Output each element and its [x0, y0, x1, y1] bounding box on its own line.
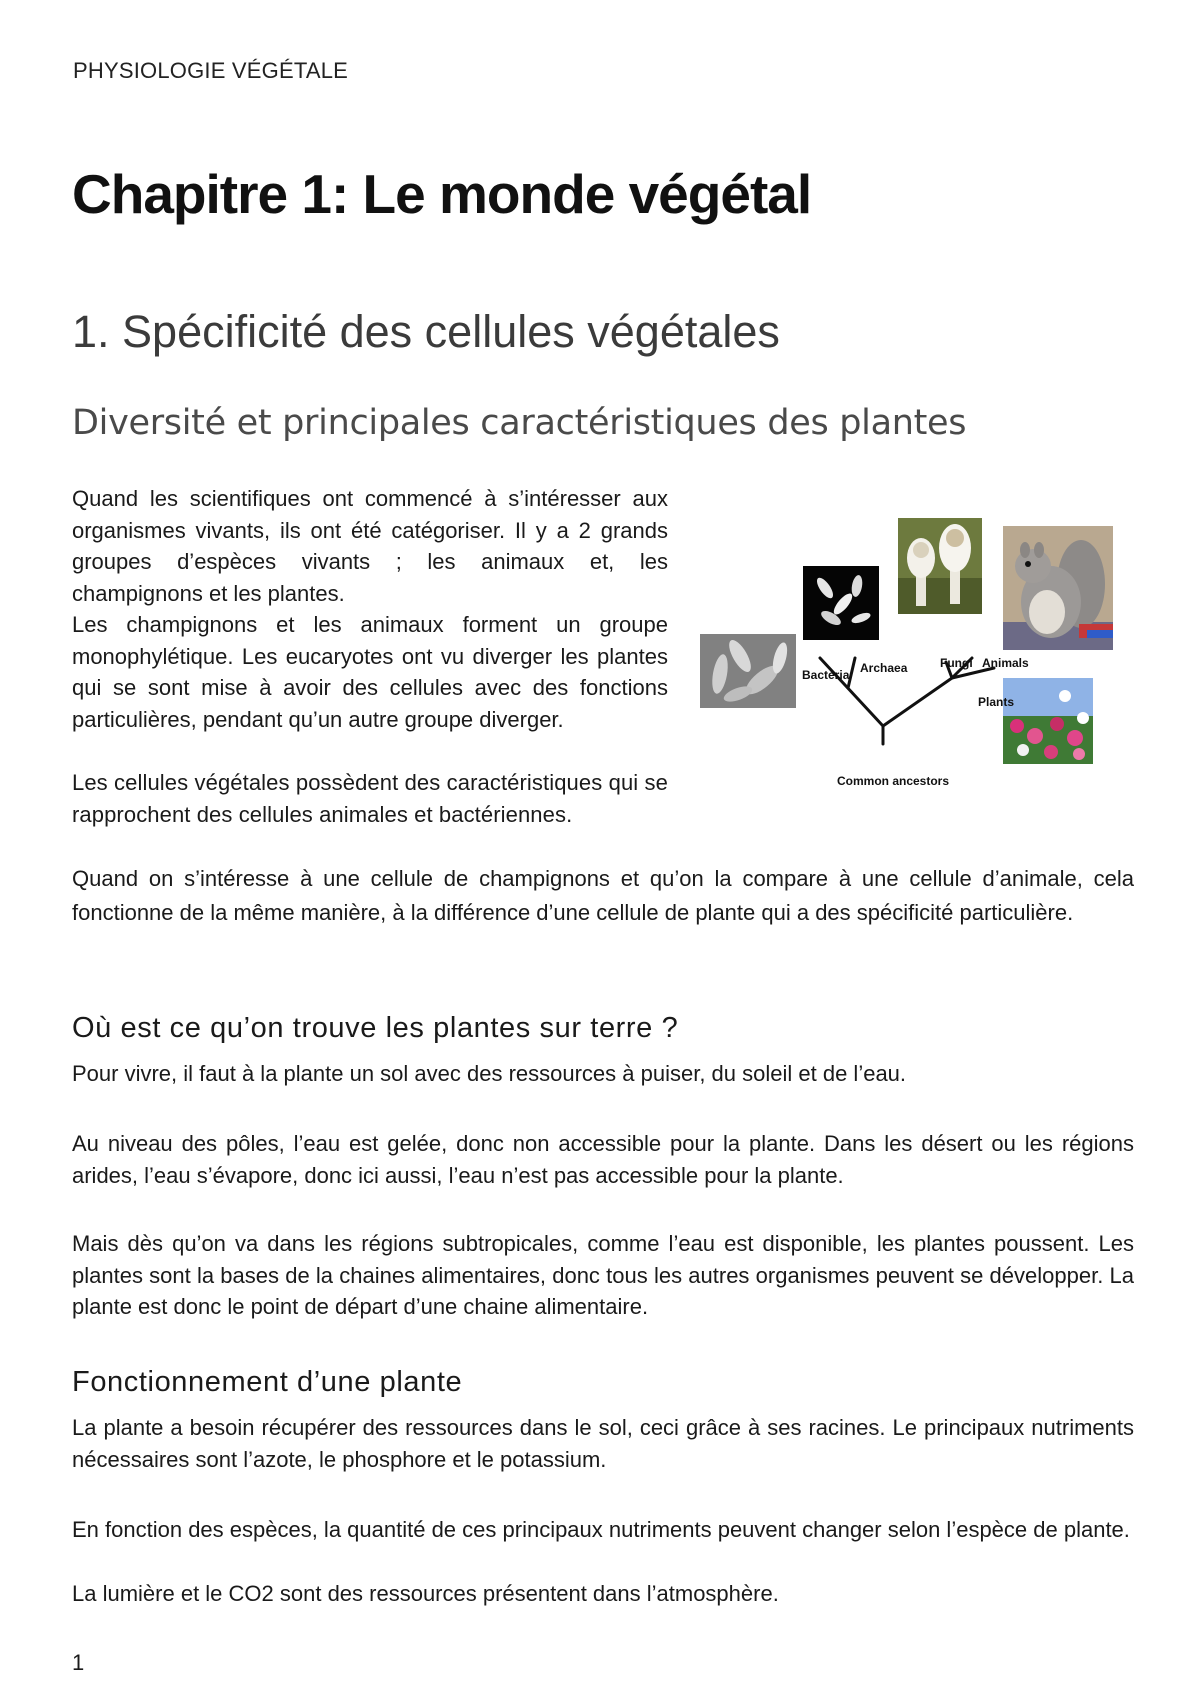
where-paragraph-1: Pour vivre, il faut à la plante un sol avec des ressources à puiser, du soleil et de l’eau. [72, 1061, 907, 1086]
intro-paragraph-1: Quand les scientifiques ont commencé à s’intéresser aux organismes vivants, ils ont été catégoriser. Il y a 2 grands groupes d’espèces vivants ; les animaux et, les champignons et les plantes. [72, 486, 668, 606]
phylogeny-figure [700, 510, 1130, 800]
phylogenetic-tree [700, 510, 1130, 800]
subsection-title: Diversité et principales caractéristiques des plantes [72, 403, 967, 443]
intro-paragraph-2: Les champignons et les animaux forment un groupe monophylétique. Les eucaryotes ont vu diverger les plantes qui se sont mise à avoir des cellules avec des fonctions particulières, pendant qu’un autre groupe diverger. [72, 612, 668, 732]
label-archaea: Archaea [860, 661, 908, 675]
functioning-paragraph-1: La plante a besoin récupérer des ressources dans le sol, ceci grâce à ses racines. Le principaux nutriments nécessaires sont l’azote, le phosphore et le potassium. [72, 1415, 1134, 1472]
where-paragraph-2: Au niveau des pôles, l’eau est gelée, donc non accessible pour la plante. Dans les désert ou les régions arides, l’eau s’évapore, donc ici aussi, l’eau n’est pas accessible pour la plante. [72, 1131, 1134, 1188]
label-bacteria: Bacteria [802, 668, 850, 682]
where-paragraph-3: Mais dès qu’on va dans les régions subtropicales, comme l’eau est disponible, les plantes poussent. Les plantes sont la bases de la chaines alimentaires, donc tous les autres organismes peuvent se développer. La plante est donc le point de départ d’une chaine alimentaire. [72, 1231, 1134, 1319]
functioning-paragraph-2: En fonction des espèces, la quantité de ces principaux nutriments peuvent changer selon l’espèce de plante. [72, 1517, 1130, 1542]
intro-paragraph-3: Les cellules végétales possèdent des caractéristiques qui se rapprochent des cellules animales et bactériennes. [72, 770, 668, 827]
page-number: 1 [72, 1650, 85, 1675]
label-animals: Animals [982, 656, 1029, 670]
intro-paragraph-4: Quand on s’intéresse à une cellule de champignons et qu’on la compare à une cellule d’animale, cela fonctionne de la même manière, à la différence d’une cellule de plante qui a des spécificité particulière. [72, 866, 1134, 925]
label-plants: Plants [978, 695, 1015, 709]
label-common-ancestors: Common ancestors [837, 774, 950, 788]
functioning-paragraph-3: La lumière et le CO2 sont des ressources présentent dans l’atmosphère. [72, 1581, 779, 1606]
section-title: 1. Spécificité des cellules végétales [72, 306, 780, 357]
chapter-title: Chapitre 1: Le monde végétal [72, 163, 812, 225]
running-header: PHYSIOLOGIE VÉGÉTALE [73, 58, 349, 83]
where-title: Où est ce qu’on trouve les plantes sur terre ? [72, 1012, 679, 1044]
label-fungi: Fungi [940, 656, 973, 670]
functioning-title: Fonctionnement d’une plante [72, 1366, 463, 1398]
